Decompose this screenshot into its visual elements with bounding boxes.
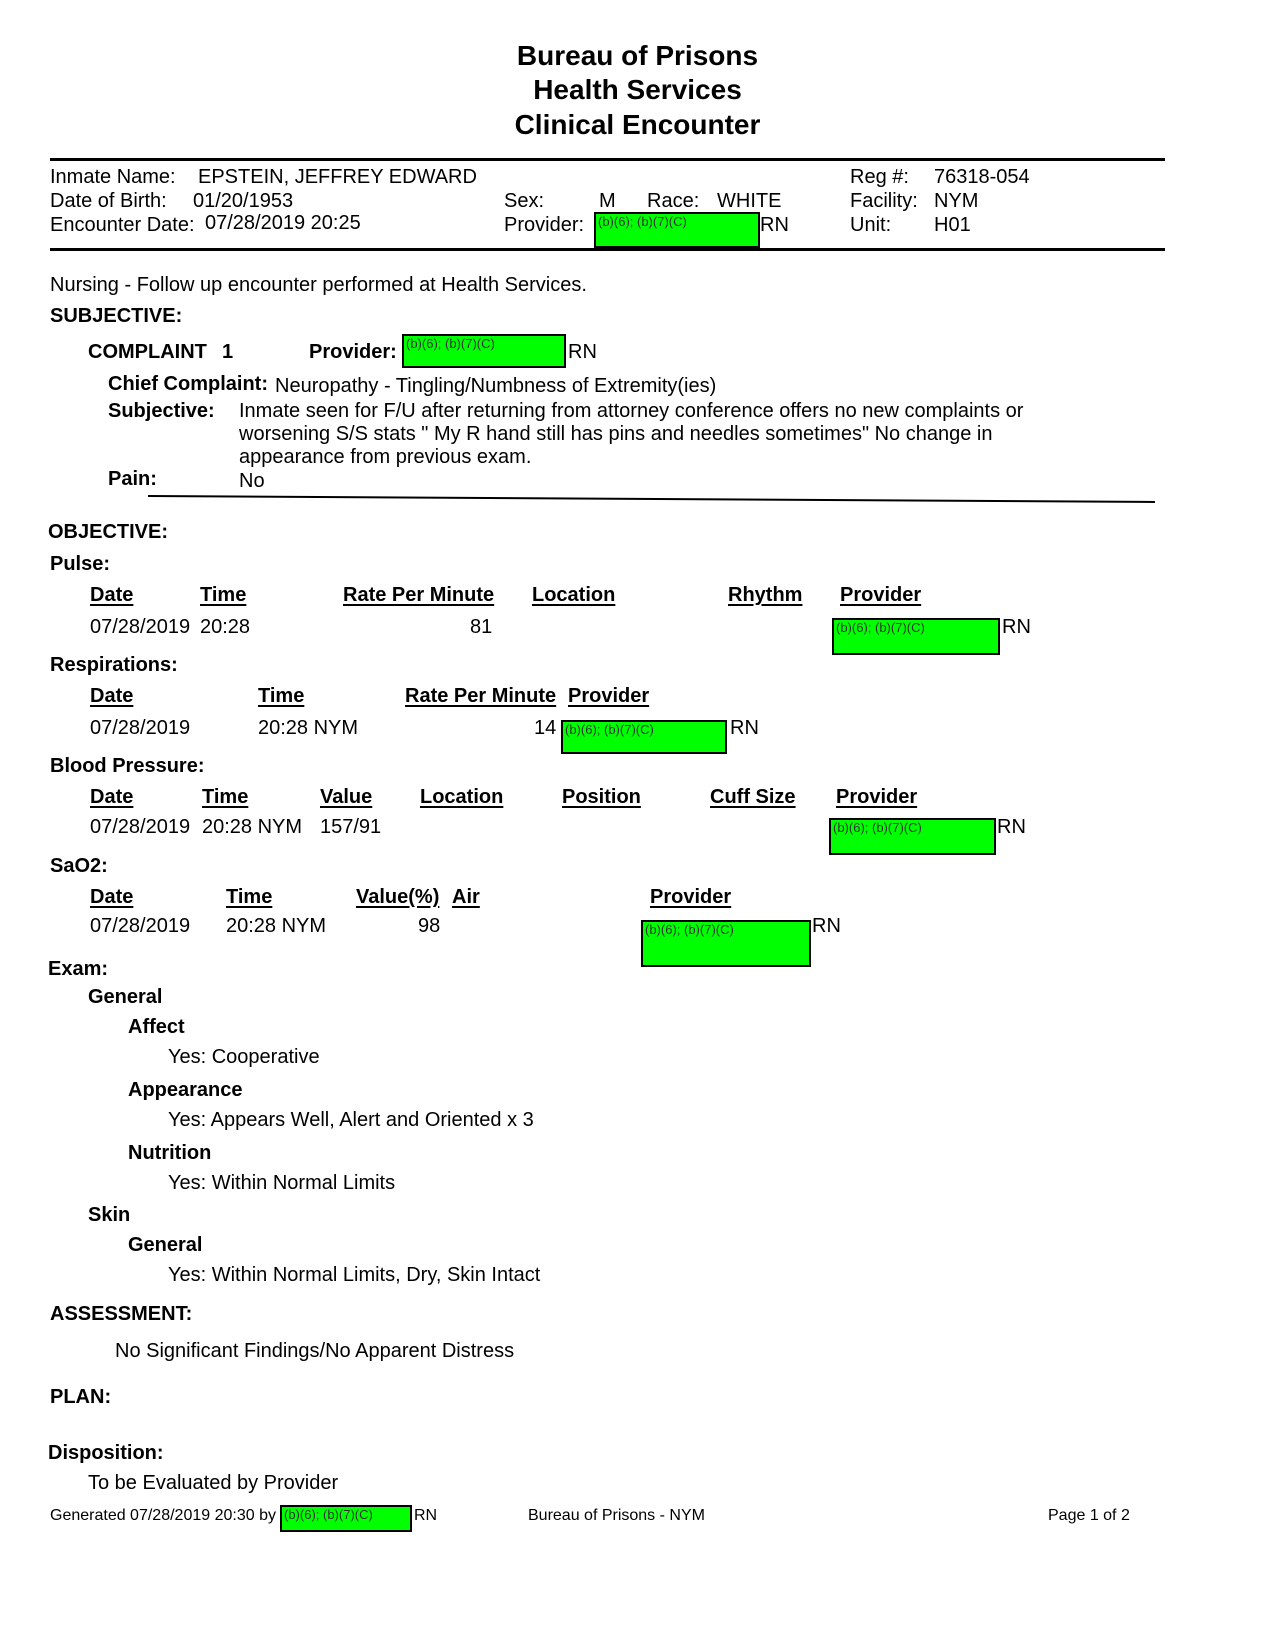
appearance-label: Appearance (128, 1079, 243, 1101)
pulse-heading: Pulse: (50, 553, 111, 575)
bp-col-location: Location (420, 786, 504, 808)
bp-col-position: Position (562, 786, 641, 808)
nutrition-value: Yes: Within Normal Limits (168, 1172, 396, 1194)
complaint-label: COMPLAINT (88, 341, 207, 363)
sex-label: Sex: (504, 190, 545, 212)
provider-suffix: RN (760, 214, 789, 236)
pain-label: Pain: (108, 468, 157, 490)
pain-value: No (239, 470, 265, 492)
nutrition-label: Nutrition (128, 1142, 212, 1164)
footer-redaction: (b)(6); (b)(7)(C) (280, 1505, 412, 1532)
encounter-date-value: 07/28/2019 20:25 (205, 212, 361, 234)
title-line-3: Clinical Encounter (514, 109, 761, 140)
resp-rate: 14 (534, 717, 557, 739)
bp-time: 20:28 NYM (202, 816, 303, 838)
footer-suffix: RN (414, 1507, 438, 1524)
pulse-rate: 81 (470, 616, 493, 638)
resp-col-date: Date (90, 685, 134, 707)
sao2-provider-suffix: RN (812, 915, 841, 937)
race-label: Race: (647, 190, 700, 212)
exam-general-heading: General (88, 986, 163, 1008)
complaint-provider-suffix: RN (568, 341, 597, 363)
complaint-number: 1 (222, 341, 234, 363)
inmate-name: EPSTEIN, JEFFREY EDWARD (198, 166, 477, 188)
pulse-provider-suffix: RN (1002, 616, 1031, 638)
sao2-col-provider: Provider (650, 886, 732, 908)
dob-label: Date of Birth: (50, 190, 167, 212)
sao2-value: 98 (418, 915, 441, 937)
subjective-label: Subjective: (108, 400, 215, 422)
subjective-heading: SUBJECTIVE: (50, 305, 183, 327)
bp-col-value: Value (320, 786, 373, 808)
exam-skin-heading: Skin (88, 1204, 131, 1226)
pulse-provider-redaction: (b)(6); (b)(7)(C) (832, 618, 1000, 655)
skin-general-label: General (128, 1234, 203, 1256)
provider-label: Provider: (504, 214, 585, 236)
encounter-intro: Nursing - Follow up encounter performed at Health Services. (50, 274, 587, 296)
bp-provider-suffix: RN (997, 816, 1026, 838)
subjective-line-1: Inmate seen for F/U after returning from attorney conference offers no new complaints or (239, 400, 1024, 422)
pulse-col-rhythm: Rhythm (728, 584, 803, 606)
sao2-provider-redaction: (b)(6); (b)(7)(C) (641, 920, 811, 967)
sao2-col-time: Time (226, 886, 273, 908)
subjective-line-3: appearance from previous exam. (239, 446, 532, 468)
bp-col-time: Time (202, 786, 249, 808)
chief-complaint-value: Neuropathy - Tingling/Numbness of Extremity(ies) (275, 375, 717, 397)
subjective-divider (148, 494, 1158, 506)
dob-value: 01/20/1953 (193, 190, 294, 212)
pulse-date: 07/28/2019 (90, 616, 191, 638)
chief-complaint-label: Chief Complaint: (108, 373, 268, 395)
footer-generated: Generated 07/28/2019 20:30 by (50, 1507, 276, 1524)
sao2-col-air: Air (452, 886, 480, 908)
assessment-text: No Significant Findings/No Apparent Distress (115, 1340, 515, 1362)
bp-col-date: Date (90, 786, 134, 808)
assessment-heading: ASSESSMENT: (50, 1303, 193, 1325)
appearance-value: Yes: Appears Well, Alert and Oriented x 3 (168, 1109, 534, 1131)
resp-col-provider: Provider (568, 685, 650, 707)
bp-provider-redaction: (b)(6); (b)(7)(C) (829, 818, 996, 855)
header-rule-bottom (50, 248, 1165, 251)
sex-value: M (599, 190, 616, 212)
resp-date: 07/28/2019 (90, 717, 191, 739)
pulse-col-location: Location (532, 584, 616, 606)
complaint-provider-label: Provider: (309, 341, 397, 363)
disposition-heading: Disposition: (48, 1442, 164, 1464)
pulse-col-rate: Rate Per Minute (343, 584, 495, 606)
resp-provider-suffix: RN (730, 717, 759, 739)
bp-heading: Blood Pressure: (50, 755, 205, 777)
sao2-col-value: Value(%) (356, 886, 440, 908)
complaint-provider-redaction: (b)(6); (b)(7)(C) (402, 334, 566, 368)
resp-provider-redaction: (b)(6); (b)(7)(C) (561, 720, 727, 754)
facility-label: Facility: (850, 190, 918, 212)
bp-value: 157/91 (320, 816, 382, 838)
disposition-text: To be Evaluated by Provider (88, 1472, 339, 1494)
pulse-col-date: Date (90, 584, 134, 606)
sao2-date: 07/28/2019 (90, 915, 191, 937)
unit-value: H01 (934, 214, 971, 236)
header-rule-top (50, 158, 1165, 161)
footer-center: Bureau of Prisons - NYM (528, 1507, 705, 1524)
pulse-col-time: Time (200, 584, 247, 606)
facility-value: NYM (934, 190, 979, 212)
affect-value: Yes: Cooperative (168, 1046, 320, 1068)
title-line-2: Health Services (533, 74, 742, 105)
respirations-heading: Respirations: (50, 654, 178, 676)
sao2-time: 20:28 NYM (226, 915, 327, 937)
exam-heading: Exam: (48, 958, 109, 980)
pulse-time: 20:28 (200, 616, 251, 638)
race-value: WHITE (717, 190, 782, 212)
objective-heading: OBJECTIVE: (48, 521, 169, 543)
bp-col-cuff-size: Cuff Size (710, 786, 796, 808)
sao2-col-date: Date (90, 886, 134, 908)
subjective-line-2: worsening S/S stats " My R hand still has pins and needles sometimes" No change in (239, 423, 993, 445)
provider-redaction: (b)(6); (b)(7)(C) (594, 212, 760, 248)
bp-col-provider: Provider (836, 786, 918, 808)
plan-heading: PLAN: (50, 1386, 112, 1408)
resp-time: 20:28 NYM (258, 717, 359, 739)
affect-label: Affect (128, 1016, 185, 1038)
pulse-col-provider: Provider (840, 584, 922, 606)
unit-label: Unit: (850, 214, 892, 236)
resp-col-rate: Rate Per Minute (405, 685, 557, 707)
page-number: Page 1 of 2 (1048, 1507, 1130, 1524)
reg-label: Reg #: (850, 166, 909, 188)
inmate-name-label: Inmate Name: (50, 166, 176, 188)
bp-date: 07/28/2019 (90, 816, 191, 838)
encounter-date-label: Encounter Date: (50, 214, 195, 236)
reg-value: 76318-054 (934, 166, 1030, 188)
title-line-1: Bureau of Prisons (516, 40, 759, 71)
skin-general-value: Yes: Within Normal Limits, Dry, Skin Intact (168, 1264, 541, 1286)
sao2-heading: SaO2: (50, 855, 108, 877)
resp-col-time: Time (258, 685, 305, 707)
